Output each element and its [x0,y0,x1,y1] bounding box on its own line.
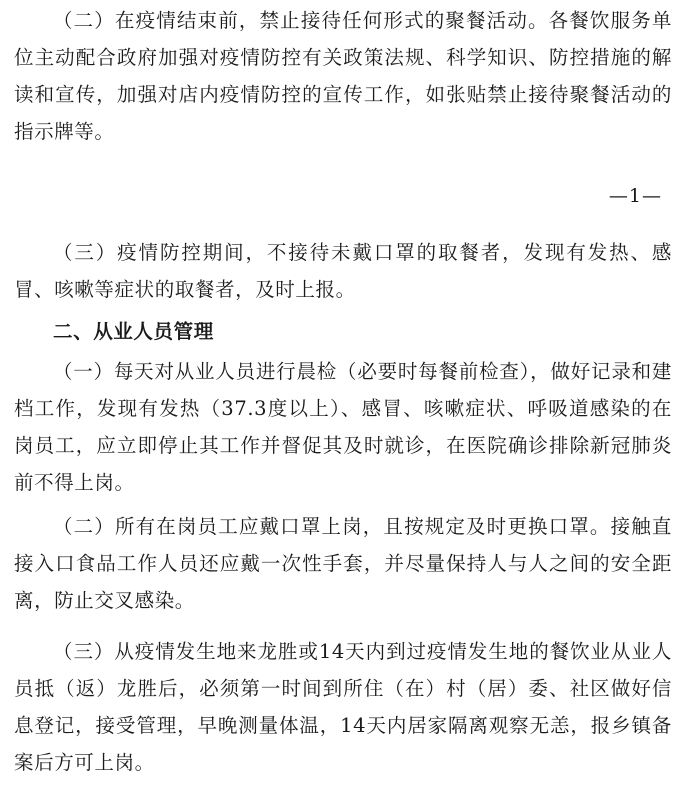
page-number: —1— [608,185,662,207]
paragraph-no-gathering: （二）在疫情结束前，禁止接待任何形式的聚餐活动。各餐饮服务单位主动配合政府加强对疫情防控有关政策法规、科学知识、防控措施的解读和宣传，加强对店内疫情防控的宣传工作，如张贴禁止接待聚餐活动的指示牌等。 [14,9,672,143]
paragraph-morning-check: （一）每天对从业人员进行晨检（必要时每餐前检查），做好记录和建档工作，发现有发热（37.3度以上）、感冒、咳嗽症状、呼吸道感染的在岗员工，应立即停止其工作并督促其及时就诊，在医院确诊排除新冠肺炎前不得上岗。 [14,360,672,494]
section-heading-staff-management: 二、从业人员管理 [53,320,214,343]
paragraph-mask-customers: （三）疫情防控期间，不接待未戴口罩的取餐者，发现有发热、感冒、咳嗽等症状的取餐者，及时上报。 [14,241,672,301]
paragraph-returning-staff: （三）从疫情发生地来龙胜或14天内到过疫情发生地的餐饮业从业人员抵（返）龙胜后，必须第一时间到所住（在）村（居）委、社区做好信息登记，接受管理，早晚测量体温，14天内居家隔离观察无恙，报乡镇备案后方可上岗。 [14,640,672,774]
paragraph-staff-masks: （二）所有在岗员工应戴口罩上岗，且按规定及时更换口罩。接触直接入口食品工作人员还应戴一次性手套，并尽量保持人与人之间的安全距离，防止交叉感染。 [14,515,672,612]
